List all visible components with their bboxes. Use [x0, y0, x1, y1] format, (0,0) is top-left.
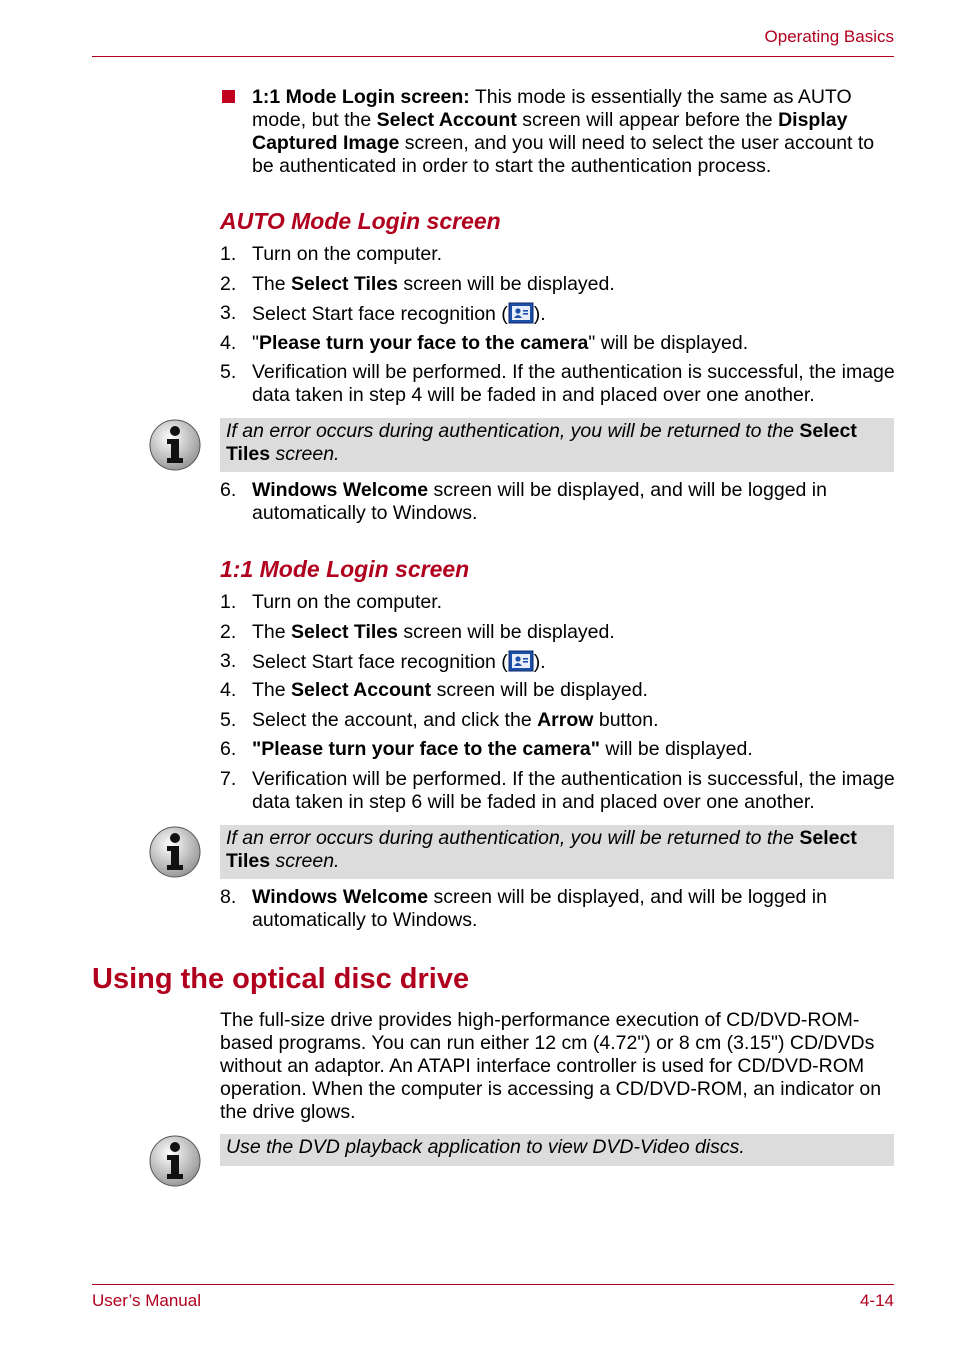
face-recognition-icon: [508, 650, 534, 672]
one-step-1: 1. Turn on the computer.: [220, 591, 443, 613]
one-step-6: 6. "Please turn your face to the camera" will be displayed.: [220, 738, 753, 760]
auto-mode-heading: AUTO Mode Login screen: [220, 208, 501, 234]
one-step-4: 4. The Select Account screen will be displayed.: [220, 679, 648, 701]
one-step-7: 7. Verification will be performed. If the authentication is successful, the image data taken in step 6 will be faded in and placed over one another.: [220, 768, 895, 813]
optical-heading: Using the optical disc drive: [92, 963, 470, 995]
auto-step-3: 3. Select Start face recognition ( ).: [220, 302, 546, 325]
footer-rule: [92, 1284, 894, 1285]
info-icon: [148, 418, 202, 472]
face-recognition-icon: [508, 302, 534, 324]
one-step-2: 2. The Select Tiles screen will be displayed.: [220, 621, 615, 643]
info-icon: [148, 825, 202, 879]
bullet-square-icon: [222, 90, 235, 103]
one-step-3: 3. Select Start face recognition ( ).: [220, 650, 546, 673]
info-icon: [148, 1134, 202, 1188]
intro-bullet-text: 1:1 Mode Login screen: This mode is essentially the same as AUTO mode, but the Select Account screen will appear before the Display Captured Image screen, and you will need to select the user account to be authenticated in order to start the authentication process.: [252, 86, 875, 177]
one-mode-heading: 1:1 Mode Login screen: [220, 556, 470, 582]
optical-note: Use the DVD playback application to view DVD-Video discs.: [220, 1134, 894, 1166]
footer-manual-title: User’s Manual: [92, 1291, 201, 1310]
auto-step-6: 6. Windows Welcome screen will be displayed, and will be logged in automatically to Windows.: [220, 479, 827, 524]
auto-step-5: 5. Verification will be performed. If the authentication is successful, the image data taken in step 4 will be faded in and placed over one another.: [220, 361, 895, 406]
one-step-8: 8. Windows Welcome screen will be displayed, and will be logged in automatically to Windows.: [220, 886, 827, 931]
running-header: Operating Basics: [764, 27, 894, 46]
one-step-5: 5. Select the account, and click the Arrow button.: [220, 709, 659, 731]
auto-step-2: 2. The Select Tiles screen will be displayed.: [220, 273, 615, 295]
header-rule: [92, 56, 894, 57]
auto-step-1: 1. Turn on the computer.: [220, 243, 443, 265]
optical-paragraph: The full-size drive provides high-performance execution of CD/DVD-ROM-based programs. You can run either 12 cm (4.72") or 8 cm (3.15") CD/DVDs without an adaptor. An ATAPI interface controller is used for CD/DVD-ROM operation. When the computer is accessing a CD/DVD-ROM, an indicator on the drive glows.: [220, 1009, 882, 1123]
page-number: 4-14: [859, 1291, 894, 1310]
one-note: If an error occurs during authentication, you will be returned to the Select Tiles screen.: [220, 825, 894, 879]
auto-note: If an error occurs during authentication, you will be returned to the Select Tiles screen.: [220, 418, 894, 472]
auto-step-4: 4. "Please turn your face to the camera" will be displayed.: [220, 332, 749, 354]
